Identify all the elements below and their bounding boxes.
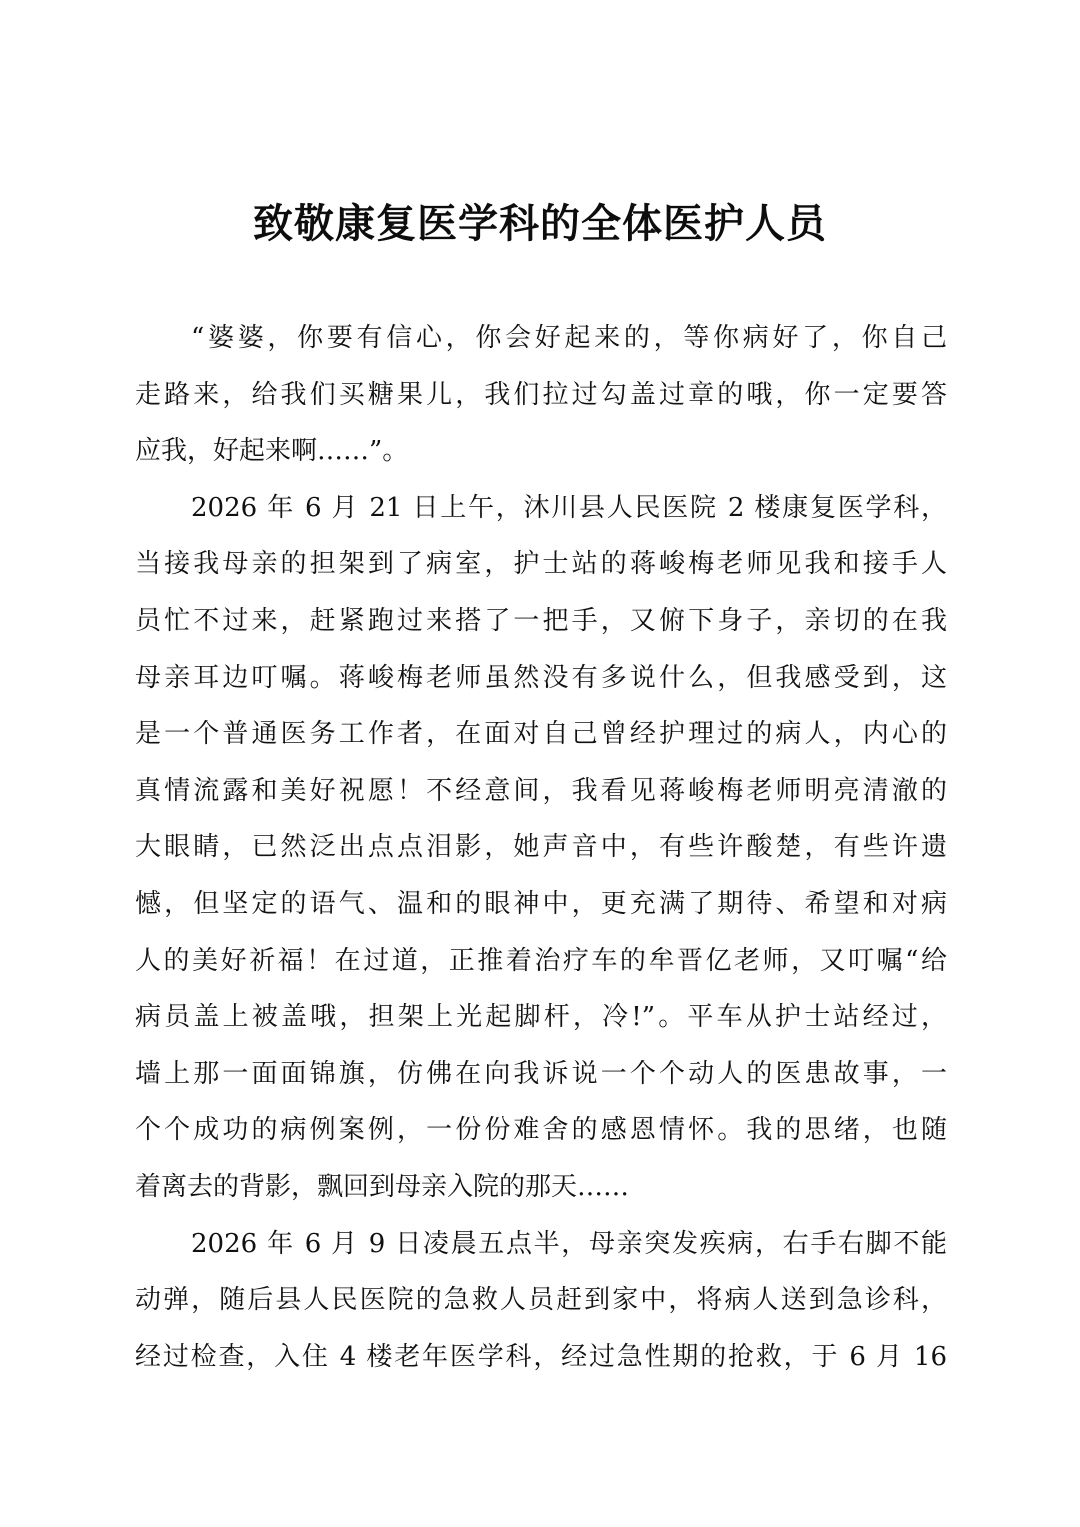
text-line: 个个成功的病例案例，一份份难舍的感恩情怀。我的思绪，也随 bbox=[135, 1115, 947, 1146]
text-line: 走路来，给我们买糖果儿，我们拉过勾盖过章的哦，你一定要答 bbox=[135, 379, 947, 410]
text-line: 墙上那一面面锦旗，仿佛在向我诉说一个个动人的医患故事，一 bbox=[135, 1058, 947, 1089]
text-line: 病员盖上被盖哦，担架上光起脚杆，冷!”。平车从护士站经过， bbox=[135, 1002, 947, 1033]
document-body bbox=[135, 310, 947, 1385]
text-line: 2026 年 6 月 21 日上午，沐川县人民医院 2 楼康复医学科， bbox=[191, 492, 947, 523]
text-line: 2026 年 6 月 9 日凌晨五点半，母亲突发疾病，右手右脚不能 bbox=[191, 1228, 947, 1259]
text-line: 大眼睛，已然泛出点点泪影，她声音中，有些许酸楚，有些许遗 bbox=[135, 832, 947, 863]
text-line: 动弹，随后县人民医院的急救人员赶到家中，将病人送到急诊科， bbox=[135, 1285, 947, 1316]
text-line: 应我，好起来啊……”。 bbox=[135, 436, 409, 467]
text-line: 人的美好祈福！在过道，正推着治疗车的牟晋亿老师，又叮嘱“给 bbox=[135, 945, 947, 976]
text-line: 是一个普通医务工作者，在面对自己曾经护理过的病人，内心的 bbox=[135, 719, 947, 750]
text-line: 员忙不过来，赶紧跑过来搭了一把手，又俯下身子，亲切的在我 bbox=[135, 605, 947, 636]
text-line: 母亲耳边叮嘱。蒋峻梅老师虽然没有多说什么，但我感受到，这 bbox=[135, 662, 947, 693]
text-line: 憾，但坚定的语气、温和的眼神中，更充满了期待、希望和对病 bbox=[135, 888, 947, 919]
text-line: 经过检查，入住 4 楼老年医学科，经过急性期的抢救，于 6 月 16 bbox=[135, 1341, 947, 1372]
text-line: 当接我母亲的担架到了病室，护士站的蒋峻梅老师见我和接手人 bbox=[135, 549, 947, 580]
text-line: 着离去的背影，飘回到母亲入院的那天…… bbox=[135, 1171, 630, 1202]
text-line: 真情流露和美好祝愿！不经意间，我看见蒋峻梅老师明亮清澈的 bbox=[135, 775, 947, 806]
document-title: 致敬康复医学科的全体医护人员 bbox=[253, 200, 827, 247]
text-line: “婆婆，你要有信心，你会好起来的，等你病好了，你自己 bbox=[191, 323, 947, 353]
